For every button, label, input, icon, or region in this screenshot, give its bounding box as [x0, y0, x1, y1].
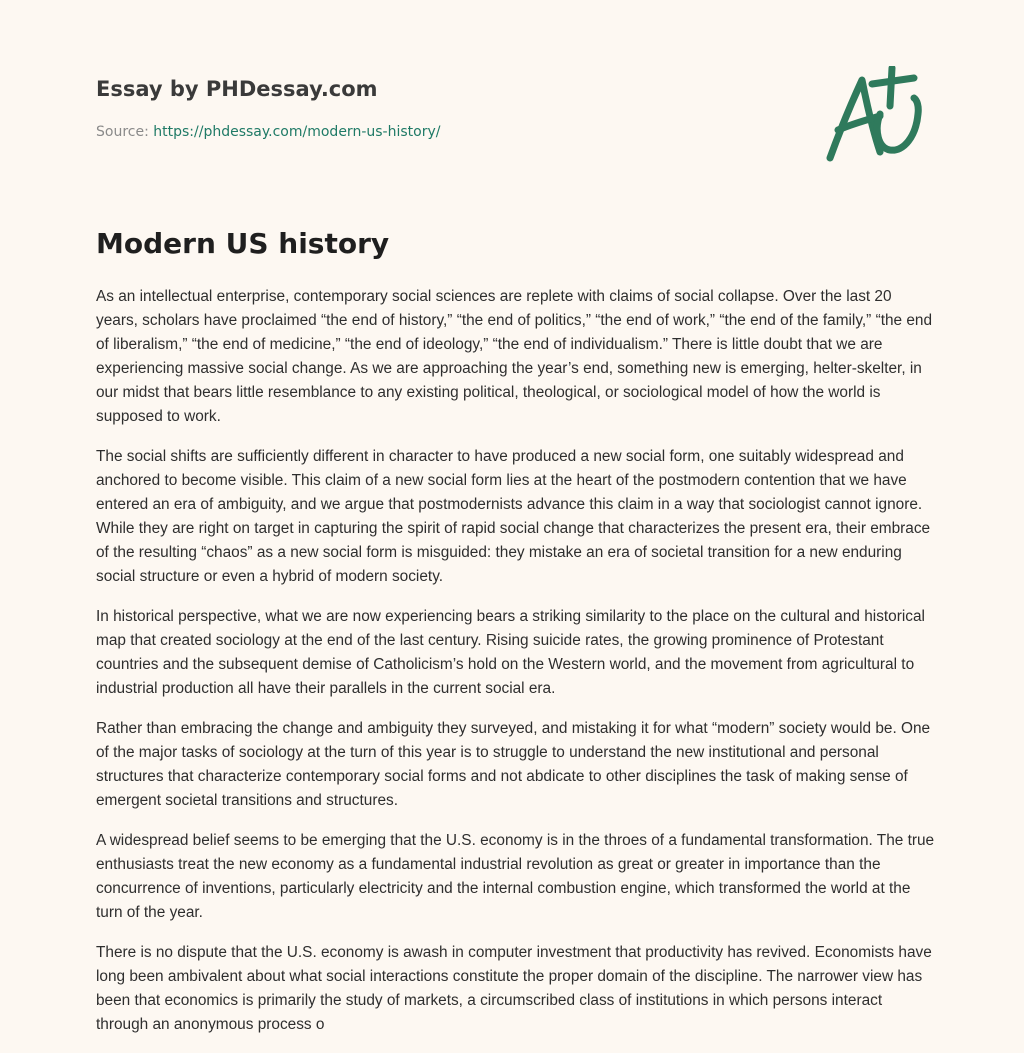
source-line: [96, 122, 796, 142]
a-plus-grade-icon: [822, 66, 928, 166]
page-title: Modern US history: [96, 227, 390, 260]
source-link[interactable]: https://phdessay.com/modern-us-history/: [153, 124, 441, 140]
paragraph: A widespread belief seems to be emerging that the U.S. economy is in the throes of a fundamental transformation. The true enthusiasts treat the new economy as a fundamental industrial revolution as great or greater in importance than the concurrence of inventions, particularly electricity and the internal combustion engine, which transformed the world at the turn of the year.: [96, 832, 935, 921]
article-body: [96, 285, 936, 1053]
essay-header: [96, 74, 796, 142]
paragraph: In historical perspective, what we are now experiencing bears a striking similarity to the place on the cultural and historical map that created sociology at the end of the last century. Rising suicide rates, the growing prominence of Protestant countries and the subsequent demise of Catholicism’s hold on the Western world, and the movement from agricultural to industrial production all have their parallels in the current social era.: [96, 608, 925, 697]
paragraph: Rather than embracing the change and ambiguity they surveyed, and mistaking it for what “modern” society would be. One of the major tasks of sociology at the turn of this year is to struggle to understand the new institutional and personal structures that characterize contemporary social forms and not abdicate to other disciplines the task of making sense of emergent societal transitions and structures.: [96, 720, 931, 809]
source-label: Source:: [96, 124, 149, 140]
brand-title: Essay by PHDessay.com: [96, 77, 378, 101]
paragraph: As an intellectual enterprise, contemporary social sciences are replete with claims of social collapse. Over the last 20 years, scholars have proclaimed “the end of history,” “the end of politics,” “the end of work,” “the end of the family,” “the end of liberalism,” “the end of medicine,” “the end of ideology,” “the end of individualism.” There is little doubt that we are experiencing massive social change. As we are approaching the year’s end, something new is emerging, helter-skelter, in our midst that bears little resemblance to any existing political, theological, or sociological model of how the world is supposed to work.: [96, 288, 933, 425]
paragraph: There is no dispute that the U.S. economy is awash in computer investment that productivity has revived. Economists have long been ambivalent about what social interactions constitute the proper domain of the discipline. The narrower view has been that economics is primarily the study of markets, a circumscribed class of institutions in which persons interact through an anonymous process o: [96, 944, 932, 1033]
paragraph: The social shifts are sufficiently different in character to have produced a new social form, one suitably widespread and anchored to become visible. This claim of a new social form lies at the heart of the postmodern contention that we have entered an era of ambiguity, and we argue that postmodernists advance this claim in a way that sociologist cannot ignore. While they are right on target in capturing the spirit of rapid social change that characterizes the present era, their embrace of the resulting “chaos” as a new social form is misguided: they mistake an era of societal transition for a new enduring social structure or even a hybrid of modern society.: [96, 448, 931, 585]
